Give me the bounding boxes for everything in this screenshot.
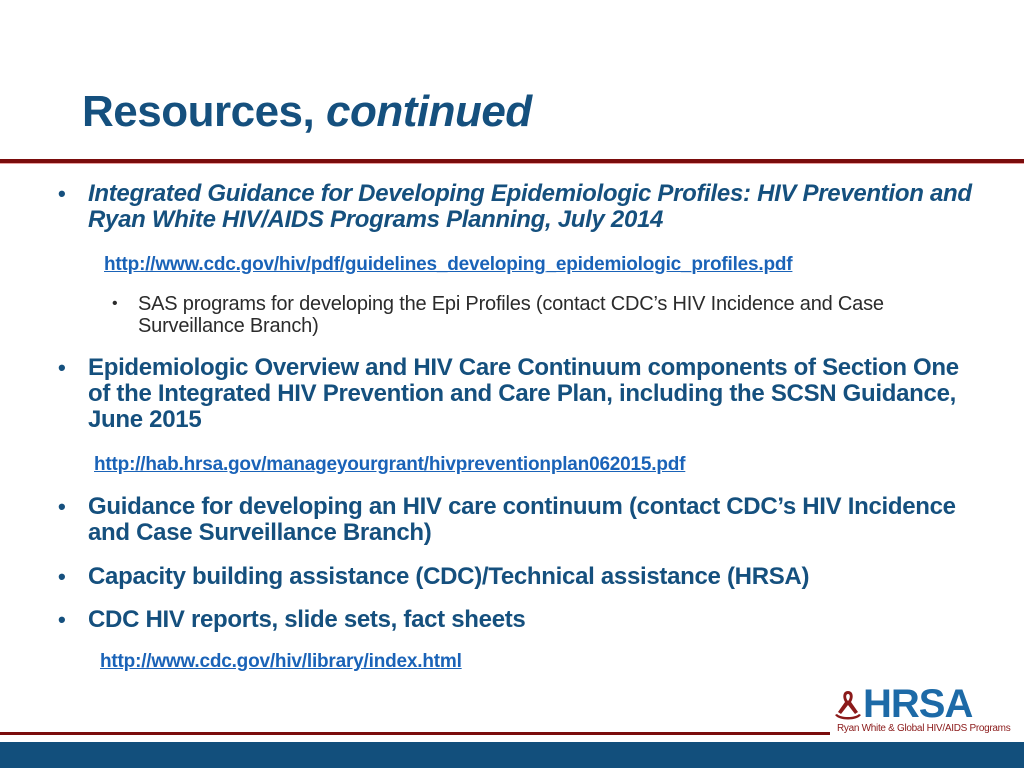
link-epi-profiles-pdf[interactable]: http://www.cdc.gov/hiv/pdf/guidelines_developing_epidemiologic_profiles.pdf: [104, 254, 793, 275]
sub-bullet-icon: •: [112, 295, 118, 312]
title-main: Resources,: [82, 87, 315, 136]
bullet-item-care-continuum-guidance: [58, 494, 978, 546]
red-ribbon-icon: [833, 688, 863, 724]
footer-divider: [0, 732, 830, 735]
bullet-icon: •: [58, 564, 66, 589]
bullet-item-capacity-building: [58, 564, 978, 590]
bullet-item-epi-profiles-guidance: [58, 181, 978, 233]
title-emphasis: continued: [325, 87, 532, 136]
bullet-text: CDC HIV reports, slide sets, fact sheets: [88, 606, 526, 633]
bullet-text: Capacity building assistance (CDC)/Technical assistance (HRSA): [88, 563, 810, 590]
logo-wordmark: HRSA: [863, 682, 973, 726]
bullet-text: Integrated Guidance for Developing Epidemiologic Profiles: HIV Prevention and Ryan White HIV/AIDS Programs Planning, July 2014: [88, 180, 972, 233]
link-hiv-prevention-plan-pdf[interactable]: http://hab.hrsa.gov/manageyourgrant/hivpreventionplan062015.pdf: [94, 454, 686, 475]
bullet-text: Guidance for developing an HIV care continuum (contact CDC’s HIV Incidence and Case Surveillance Branch): [88, 493, 956, 546]
bullet-item-cdc-reports: [58, 607, 978, 633]
footer-band: [0, 742, 1024, 768]
hrsa-logo: [833, 682, 1019, 736]
sub-bullet-text: SAS programs for developing the Epi Profiles (contact CDC’s HIV Incidence and Case Surveillance Branch): [138, 293, 884, 337]
bullet-icon: •: [58, 607, 66, 632]
bullet-icon: •: [58, 355, 66, 380]
bullet-item-epi-overview: [58, 355, 978, 433]
bullet-icon: •: [58, 494, 66, 519]
link-cdc-hiv-library[interactable]: http://www.cdc.gov/hiv/library/index.html: [100, 651, 462, 672]
bullet-icon: •: [58, 181, 66, 206]
title-divider: [0, 159, 1024, 163]
page-title: [82, 84, 532, 140]
logo-subtitle: Ryan White & Global HIV/AIDS Programs: [837, 723, 1011, 734]
bullet-text: Epidemiologic Overview and HIV Care Continuum components of Section One of the Integrated HIV Prevention and Care Plan, including the SCSN Guidance, June 2015: [88, 354, 959, 433]
sub-bullet-sas-programs: [112, 293, 972, 337]
